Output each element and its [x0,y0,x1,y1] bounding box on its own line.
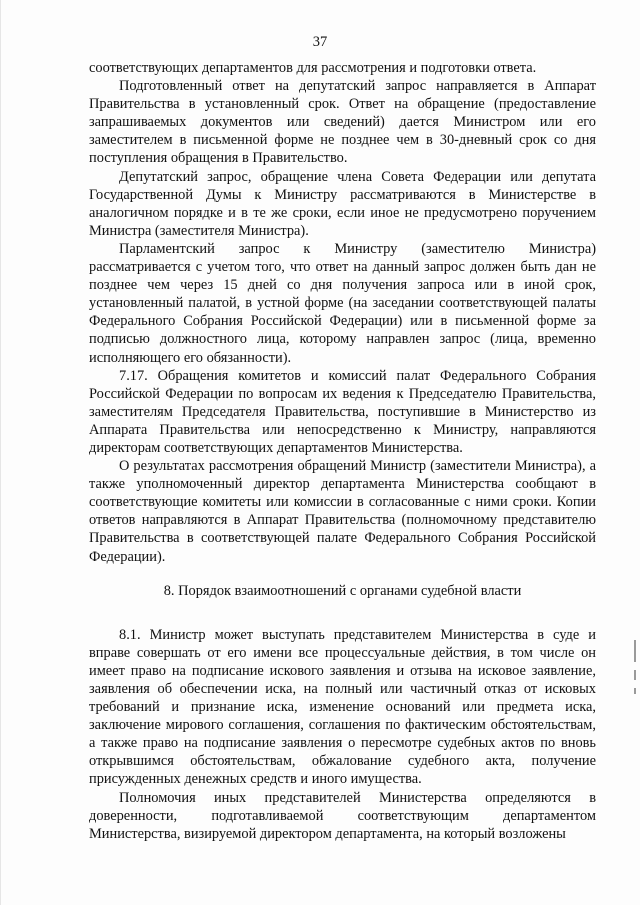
page-number: 37 [312,34,328,50]
paragraph: соответствующих департаментов для рассмотрения и подготовки ответа. [89,60,537,76]
paragraph: Полномочия иных представителей Министерства определяются в доверенности, подготавливаемой соответствующим департаментом Министерства, визируемой директором департамента, на который возложены [89,789,596,842]
section-heading: 8. Порядок взаимоотношений с органами судебной власти [163,582,522,599]
paragraph: О результатах рассмотрения обращений Министр (заместители Министра), а также уполномоченный директор департамента Министерства сообщают в соответствующие комитеты или комиссии в согласованные с ними сроки. Копии ответов направляются в Аппарат Правительства (полномочному представителю Правительства в соответствующей палате Федерального Собрания Российской Федерации). [89,458,596,565]
paragraph: Подготовленный ответ на депутатский запрос направляется в Аппарат Правительства в установленный срок. Ответ на обращение (предоставление запрашиваемых документов или сведений) дается Министром или его заместителем в письменной форме не позднее чем в 30-дневный срок со дня поступления обращения в Правительство. [89,78,596,167]
scan-edge [0,0,1,905]
paragraph: 7.17. Обращения комитетов и комиссий палат Федерального Собрания Российской Федерации по вопросам их ведения к Председателю Правительства, заместителям Председателя Правительства, поступившие в Министерство из Аппарата Правительства или непосредственно к Министру, направляются директорам соответствующих департаментов Министерства. [89,367,596,456]
scan-artifact [634,640,636,662]
paragraph: Депутатский запрос, обращение члена Совета Федерации или депутата Государственной Думы к Министру рассматриваются в Министерстве в аналогичном порядке и в те же сроки, если иное не предусмотрено поручением Министра (заместителя Министра). [89,168,596,239]
paragraph: Парламентский запрос к Министру (заместителю Министра) рассматривается с учетом того, что ответ на данный запрос должен быть дан не позднее чем через 15 дней со дня получения запроса или в иной срок, установленный палатой, в устной форме (на заседании соответствующей палаты Федерального Собрания Российской Федерации) или в письменной форме за подписью должностного лица, которому направлен запрос (лица, временно исполняющего его обязанности). [89,240,596,366]
scan-artifact [634,688,636,694]
document-body [89,59,596,843]
scan-artifact [634,670,636,680]
paragraph: 8.1. Министр может выступать представителем Министерства в суде и вправе совершать от его имени все процессуальные действия, в том числе он имеет право на подписание искового заявления и отзыва на исковое заявление, заявления об обеспечении иска, на полный или частичный отказ от исковых требований и признание иска, изменение оснований или предмета иска, заключение мирового соглашения, соглашения по фактическим обстоятельствам, а также право на подписание заявления о пересмотре судебных актов по вновь открывшимся обстоятельствам, обжалование судебного акта, получение присужденных денежных средств и иного имущества. [89,626,596,788]
